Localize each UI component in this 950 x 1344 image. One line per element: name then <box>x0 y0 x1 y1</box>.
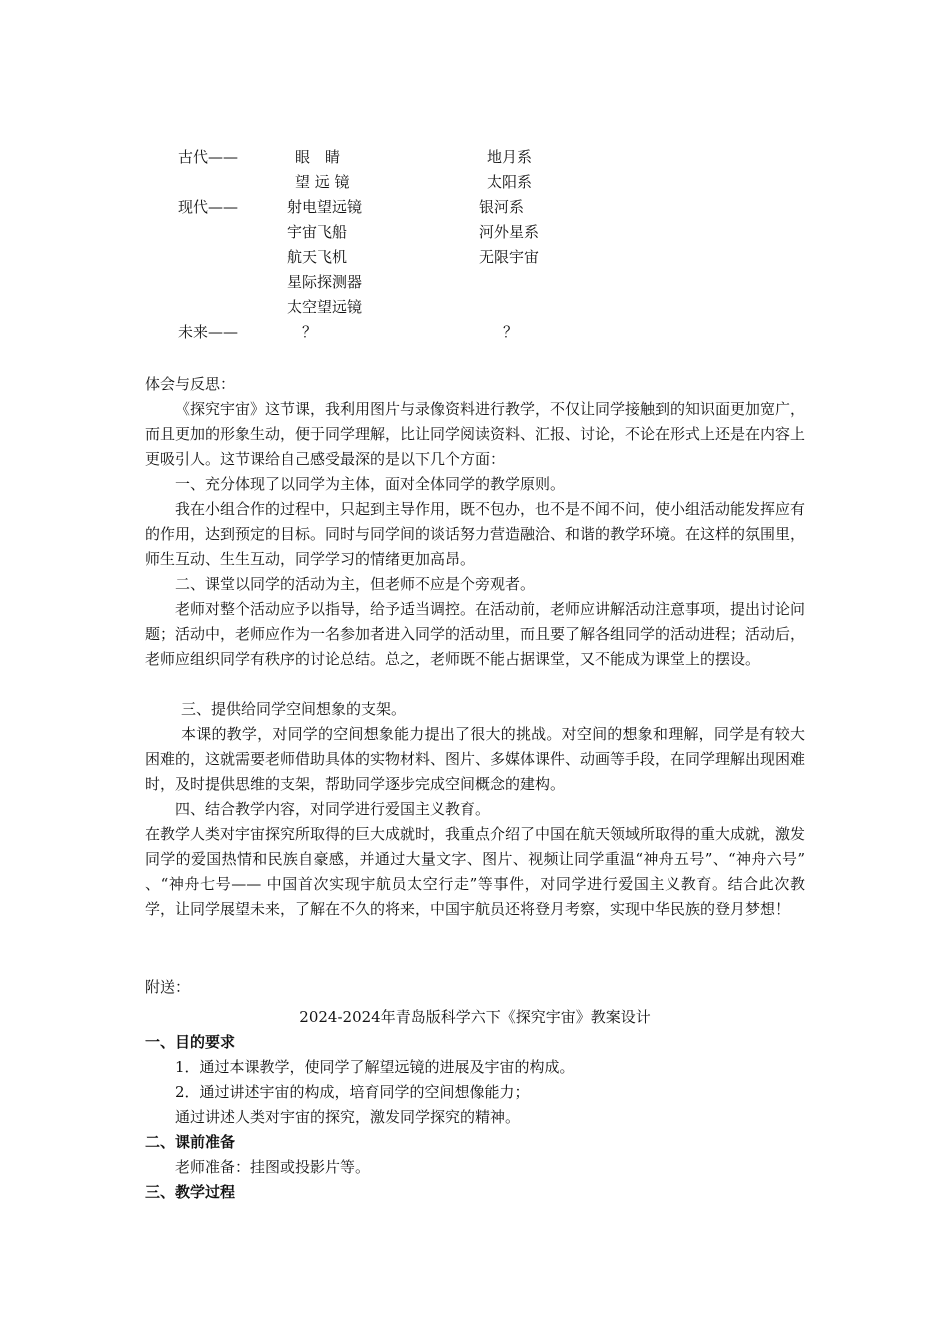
section1-item-3: 通过讲述人类对宇宙的探究，激发同学探究的精神。 <box>175 1108 521 1126</box>
section1-heading: 一、目的要求 <box>145 1033 236 1051</box>
tool-probe: 星际探测器 <box>287 273 363 291</box>
tool-eyes: 眼 睛 <box>295 148 341 166</box>
scope-unknown: ？ <box>503 323 519 341</box>
scope-milky-way: 银河系 <box>479 198 525 216</box>
point4-title: 四、结合教学内容，对同学进行爱国主义教育。 <box>175 800 491 818</box>
tool-space-telescope: 太空望远镜 <box>287 298 363 316</box>
section2-item: 老师准备：挂图或投影片等。 <box>175 1158 371 1176</box>
section1-item-2: 2．通过讲述宇宙的构成，培育同学的空间想像能力； <box>175 1083 530 1101</box>
section3-heading: 三、教学过程 <box>145 1183 236 1201</box>
era-future: 未来—— <box>178 323 239 341</box>
point1-title: 一、充分体现了以同学为主体，面对全体同学的教学原则。 <box>175 475 566 493</box>
reflection-intro: 《探究宇宙》这节课，我利用图片与录像资料进行教学，不仅让同学接触到的知识面更加宽广，而且更加的形象生动，便于同学理解，比让同学阅读资料、汇报、讨论，不论在形式上还是在内容上更吸引人。这节课给自己感受最深的是以下几个方面： <box>145 400 806 468</box>
section1-item-1: 1．通过本课教学，使同学了解望远镜的进展及宇宙的构成。 <box>175 1058 575 1076</box>
point3-title: 三、提供给同学空间想象的支架。 <box>181 700 407 718</box>
tool-telescope: 望 远 镜 <box>295 173 350 191</box>
tool-space-shuttle: 航天飞机 <box>287 248 348 266</box>
section2-heading: 二、课前准备 <box>145 1133 236 1151</box>
appendix-label: 附送： <box>145 978 191 996</box>
point2-body: 老师对整个活动应予以指导，给予适当调控。在活动前，老师应讲解活动注意事项，提出讨论问题；活动中，老师应作为一名参加者进入同学的活动里，而且要了解各组同学的活动进程；活动后，老师应组织同学有秩序的讨论总结。总之，老师既不能占据课堂，又不能成为课堂上的摆设。 <box>145 600 806 668</box>
point1-body: 我在小组合作的过程中，只起到主导作用，既不包办，也不是不闻不问，使小组活动能发挥应有的作用，达到预定的目标。同时与同学间的谈话努力营造融洽、和谐的教学环境。在这样的氛围里，师生互动、生生互动，同学学习的情绪更加高昂。 <box>145 500 806 568</box>
scope-infinite-universe: 无限宇宙 <box>479 248 540 266</box>
era-ancient: 古代—— <box>178 148 239 166</box>
era-modern: 现代—— <box>178 198 239 216</box>
tool-unknown: ？ <box>302 323 318 341</box>
scope-earth-moon: 地月系 <box>487 148 533 166</box>
scope-solar-system: 太阳系 <box>487 173 533 191</box>
point4-body: 在教学人类对宇宙探究所取得的巨大成就时，我重点介绍了中国在航天领域所取得的重大成就，激发同学的爱国热情和民族自豪感，并通过大量文字、图片、视频让同学重温“神舟五号”、“神舟六号” 、“神舟七号—— 中国首次实现宇航员太空行走”等事件，对同学进行爱国主义教育。结合此次教学，让同学展望未来，了解在不久的将来，中国宇航员还将登月考察，实现中华民族的登月梦想！ <box>145 825 806 918</box>
lesson-plan-title: 2024-2024年青岛版科学六下《探究宇宙》教案设计 <box>299 1008 651 1026</box>
point2-title: 二、课堂以同学的活动为主，但老师不应是个旁观者。 <box>175 575 536 593</box>
tool-spaceship: 宇宙飞船 <box>287 223 348 241</box>
scope-extragalactic: 河外星系 <box>479 223 540 241</box>
point3-body: 本课的教学，对同学的空间想象能力提出了很大的挑战。对空间的想象和理解，同学是有较大困难的，这就需要老师借助具体的实物材料、图片、多媒体课件、动画等手段，在同学理解出现困难时，及时提供思维的支架，帮助同学逐步完成空间概念的建构。 <box>145 725 806 793</box>
reflection-heading: 体会与反思： <box>145 375 236 393</box>
tool-radio-telescope: 射电望远镜 <box>287 198 363 216</box>
